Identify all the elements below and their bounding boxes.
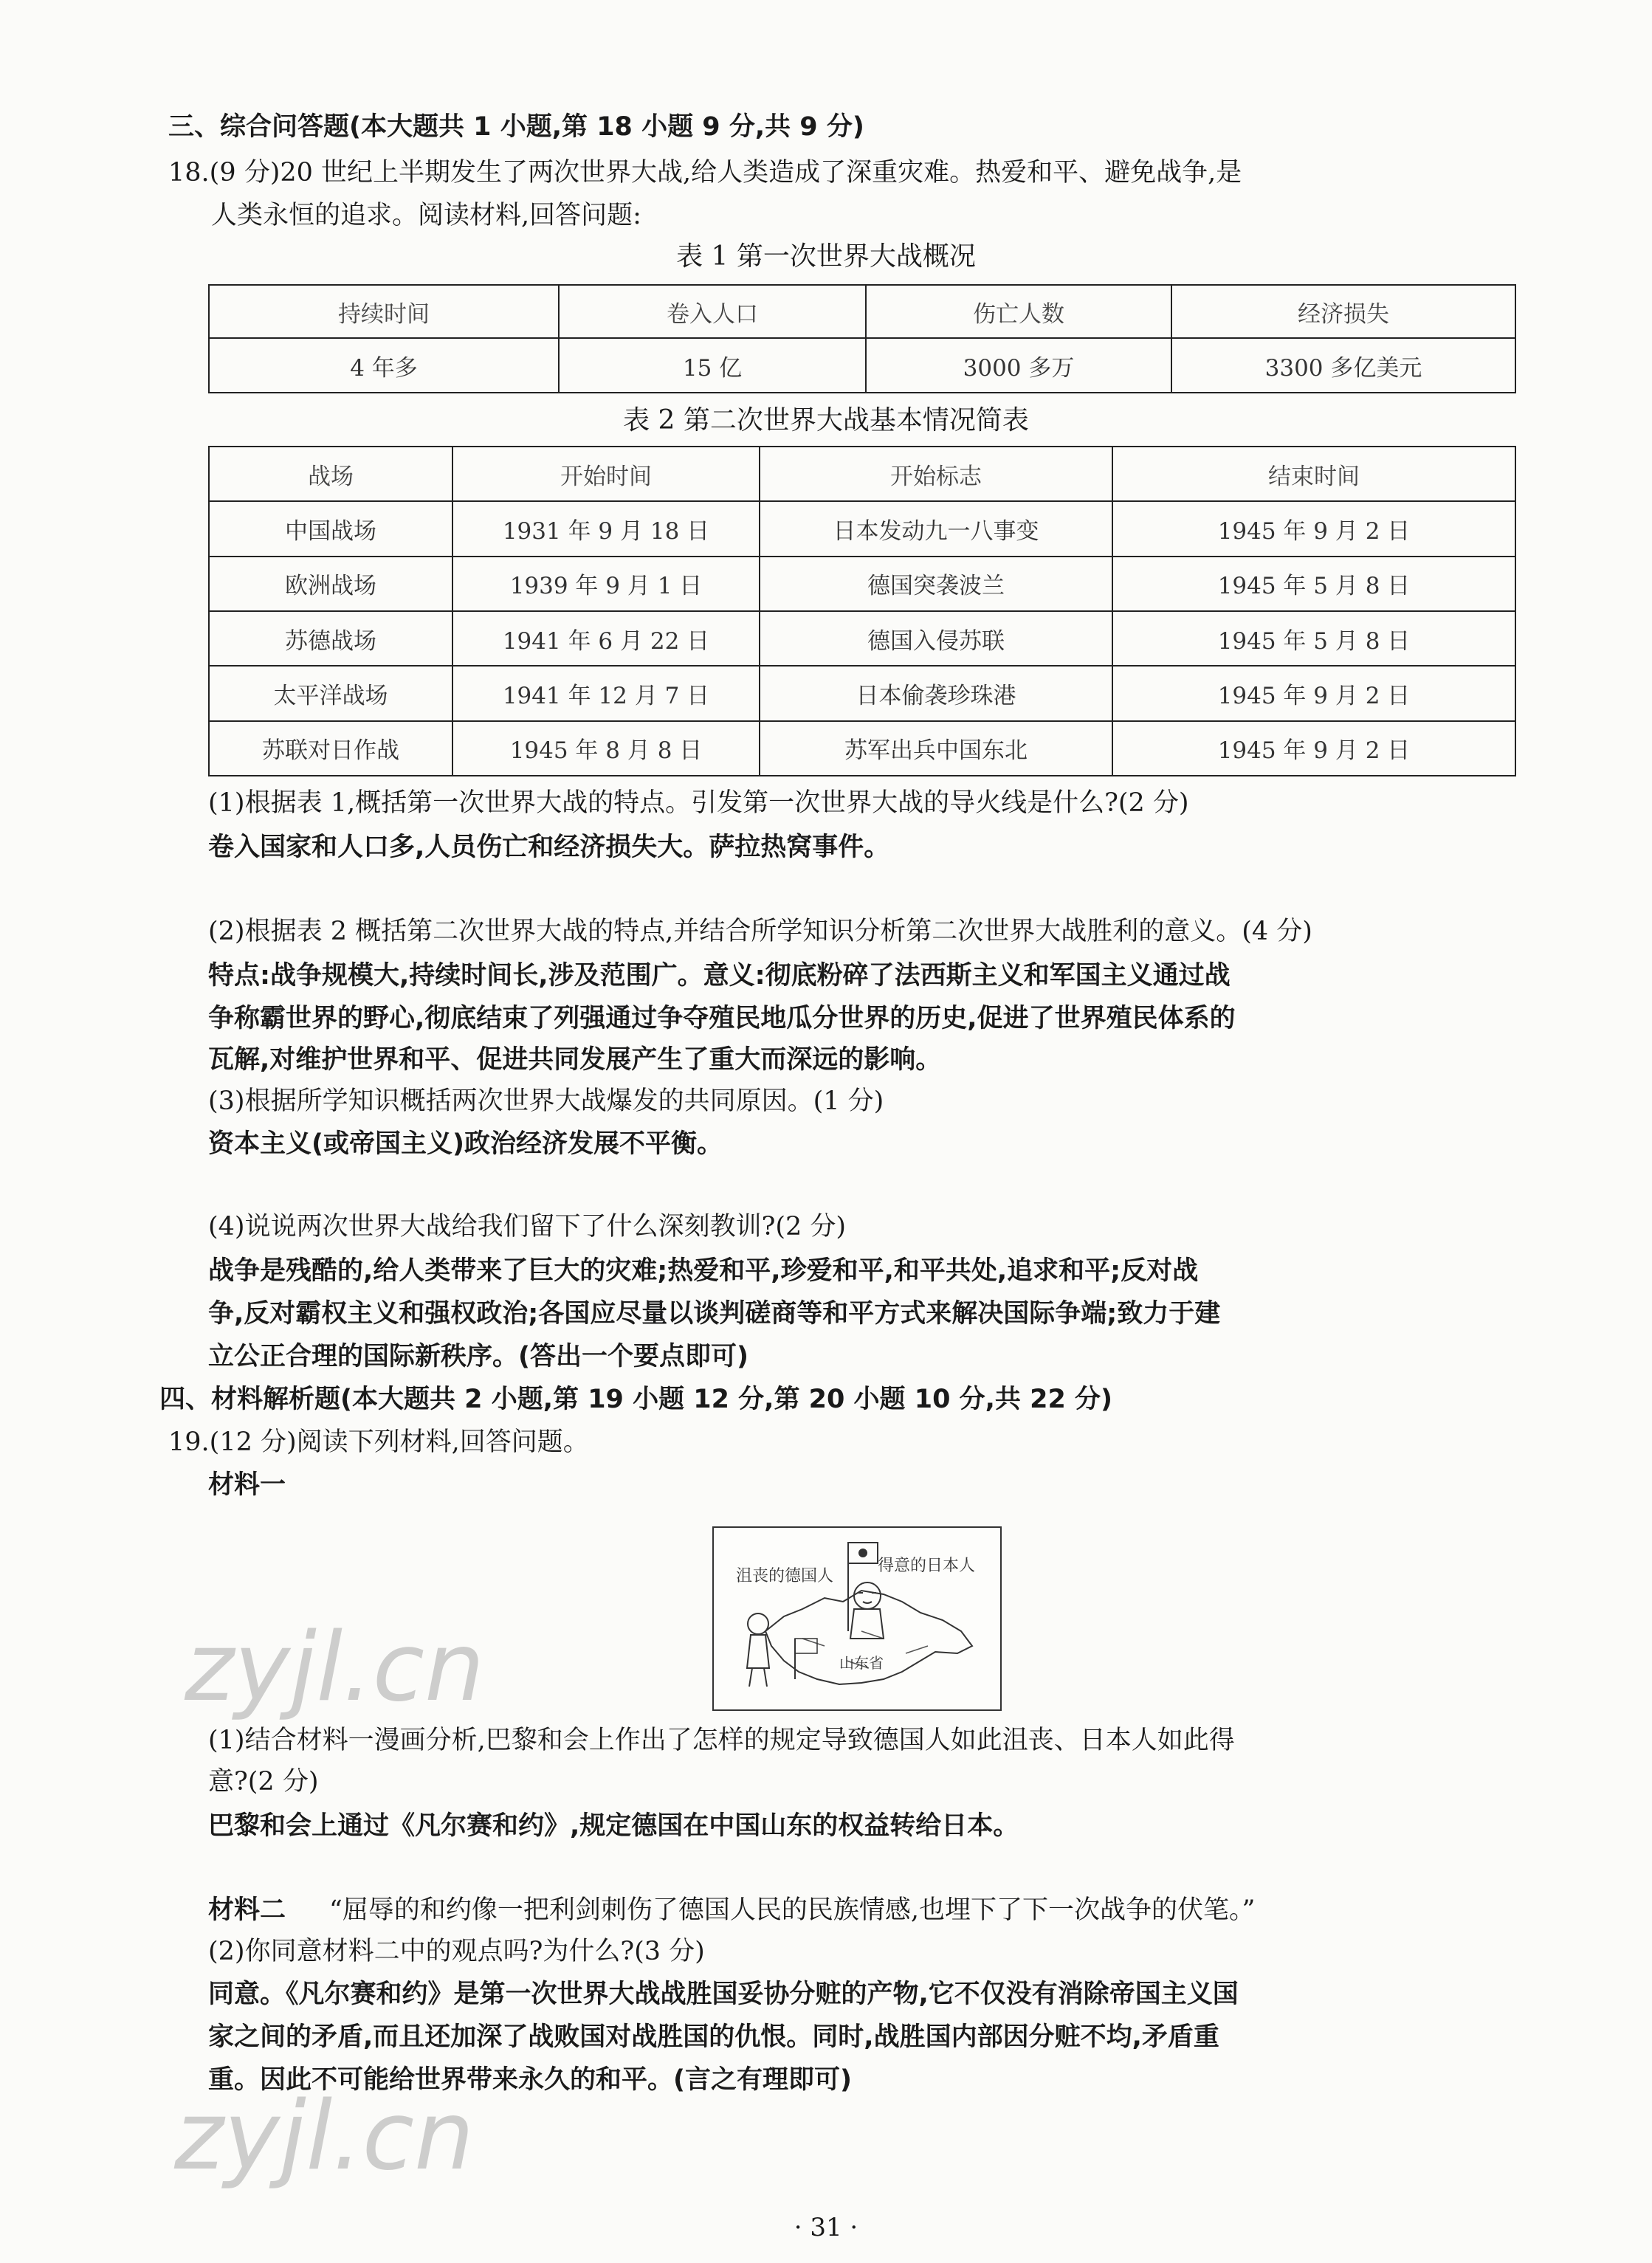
q18-2: (2)根据表 2 概括第二次世界大战的特点,并结合所学知识分析第二次世界大战胜利的意义。(4 分) [208,917,1312,946]
table-row [209,666,1515,720]
table-1-header: 持续时间 [209,285,559,338]
table-1 [208,284,1516,393]
table-1-cell: 4 年多 [209,338,559,393]
table-2-cell: 日本偷袭珍珠港 [760,666,1112,720]
table-2-cell: 1945 年 5 月 8 日 [1112,611,1515,666]
table-2-cell: 1945 年 5 月 8 日 [1112,557,1515,611]
table-2-cell: 苏德战场 [209,611,452,666]
table-2-cell: 1931 年 9 月 18 日 [452,501,760,556]
table-2-cell: 苏联对日作战 [209,721,452,776]
a18-2-line-1: 特点:战争规模大,持续时间长,涉及范围广。意义:彻底粉碎了法西斯主义和军国主义通过战 [208,961,1231,991]
table-1-header: 伤亡人数 [866,285,1171,338]
cartoon-drawing [714,1528,1000,1709]
a18-4-line-2: 争,反对霸权主义和强权政治;各国应尽量以谈判磋商等和平方式来解决国际争端;致力于建 [208,1299,1221,1329]
a18-4-line-1: 战争是残酷的,给人类带来了巨大的灾难;热爱和平,珍爱和平,和平共处,追求和平;反对战 [208,1256,1199,1286]
table-row [209,721,1515,776]
table-2-header: 结束时间 [1112,447,1515,501]
table-2-cell: 1945 年 9 月 2 日 [1112,721,1515,776]
table-1-cell: 3300 多亿美元 [1171,338,1515,393]
page-number: · 31 · [794,2213,858,2242]
table-2-cell: 太平洋战场 [209,666,452,720]
table-row [209,501,1515,556]
q19-1-line-1: (1)结合材料一漫画分析,巴黎和会上作出了怎样的规定导致德国人如此沮丧、日本人如此得 [208,1726,1235,1755]
table-2-header: 战场 [209,447,452,501]
table-2-cell: 1945 年 9 月 2 日 [1112,501,1515,556]
watermark: zyjl.cn [174,2081,475,2191]
table-2-cell: 中国战场 [209,501,452,556]
table-2-caption: 表 2 第二次世界大战基本情况简表 [623,405,1029,435]
a18-1: 卷入国家和人口多,人员伤亡和经济损失大。萨拉热窝事件。 [208,833,890,862]
table-2-cell: 德国入侵苏联 [760,611,1112,666]
table-2-cell: 1945 年 9 月 2 日 [1112,666,1515,720]
table-row [209,557,1515,611]
section-4-title: 四、材料解析题(本大题共 2 小题,第 19 小题 12 分,第 20 小题 10 分,共 22 分) [159,1385,1112,1414]
table-2-cell: 苏军出兵中国东北 [760,721,1112,776]
q18-1: (1)根据表 1,概括第一次世界大战的特点。引发第一次世界大战的导火线是什么?(2 分) [208,788,1189,818]
table-1-cell: 3000 多万 [866,338,1171,393]
a19-2-line-3: 重。因此不可能给世界带来永久的和平。(言之有理即可) [208,2065,852,2095]
cartoon-image [712,1526,1002,1711]
a18-3: 资本主义(或帝国主义)政治经济发展不平衡。 [208,1129,723,1159]
q18-stem-line-2: 人类永恒的追求。阅读材料,回答问题: [211,201,641,230]
watermark: zyjl.cn [185,1613,485,1723]
q18-stem-line-1: 18.(9 分)20 世纪上半期发生了两次世界大战,给人类造成了深重灾难。热爱和平、避免战争,是 [168,158,1242,187]
table-2-cell: 欧洲战场 [209,557,452,611]
table-2-cell: 日本发动九一八事变 [760,501,1112,556]
cartoon-label-shandong: 山东省 [839,1654,884,1672]
table-2-cell: 1945 年 8 月 8 日 [452,721,760,776]
a18-2-line-3: 瓦解,对维护世界和平、促进共同发展产生了重大而深远的影响。 [208,1045,942,1075]
material-2-label: 材料二 [208,1895,286,1925]
a19-2-line-2: 家之间的矛盾,而且还加深了战败国对战胜国的仇恨。同时,战胜国内部因分赃不均,矛盾重 [208,2022,1219,2052]
table-2-cell: 德国突袭波兰 [760,557,1112,611]
table-1-caption: 表 1 第一次世界大战概况 [676,241,976,272]
table-2-header: 开始时间 [452,447,760,501]
q19-intro: 19.(12 分)阅读下列材料,回答问题。 [168,1427,589,1457]
material-1-label: 材料一 [208,1470,286,1500]
table-2 [208,446,1516,776]
table-1-cell: 15 亿 [559,338,866,393]
q19-2: (2)你同意材料二中的观点吗?为什么?(3 分) [208,1937,705,1966]
cartoon-label-german: 沮丧的德国人 [736,1567,834,1585]
table-1-header: 经济损失 [1171,285,1515,338]
table-2-header: 开始标志 [760,447,1112,501]
table-2-cell: 1941 年 12 月 7 日 [452,666,760,720]
table-1-header: 卷入人口 [559,285,866,338]
cartoon-label-japanese: 得意的日本人 [878,1557,976,1575]
a19-2-line-1: 同意。《凡尔赛和约》是第一次世界大战战胜国妥协分赃的产物,它不仅没有消除帝国主义国 [208,1980,1239,2009]
material-2-text: “屈辱的和约像一把利剑刺伤了德国人民的民族情感,也埋下了下一次战争的伏笔。” [329,1895,1256,1925]
a18-4-line-3: 立公正合理的国际新秩序。(答出一个要点即可) [208,1342,748,1371]
a18-2-line-2: 争称霸世界的野心,彻底结束了列强通过争夺殖民地瓜分世界的历史,促进了世界殖民体系的 [208,1004,1236,1033]
table-row [209,611,1515,666]
q19-1-line-2: 意?(2 分) [208,1767,319,1797]
q18-3: (3)根据所学知识概括两次世界大战爆发的共同原因。(1 分) [208,1086,884,1116]
q18-4: (4)说说两次世界大战给我们留下了什么深刻教训?(2 分) [208,1212,847,1241]
section-3-title: 三、综合问答题(本大题共 1 小题,第 18 小题 9 分,共 9 分) [168,112,864,142]
table-2-cell: 1941 年 6 月 22 日 [452,611,760,666]
table-2-cell: 1939 年 9 月 1 日 [452,557,760,611]
a19-1: 巴黎和会上通过《凡尔赛和约》,规定德国在中国山东的权益转给日本。 [208,1811,1019,1841]
